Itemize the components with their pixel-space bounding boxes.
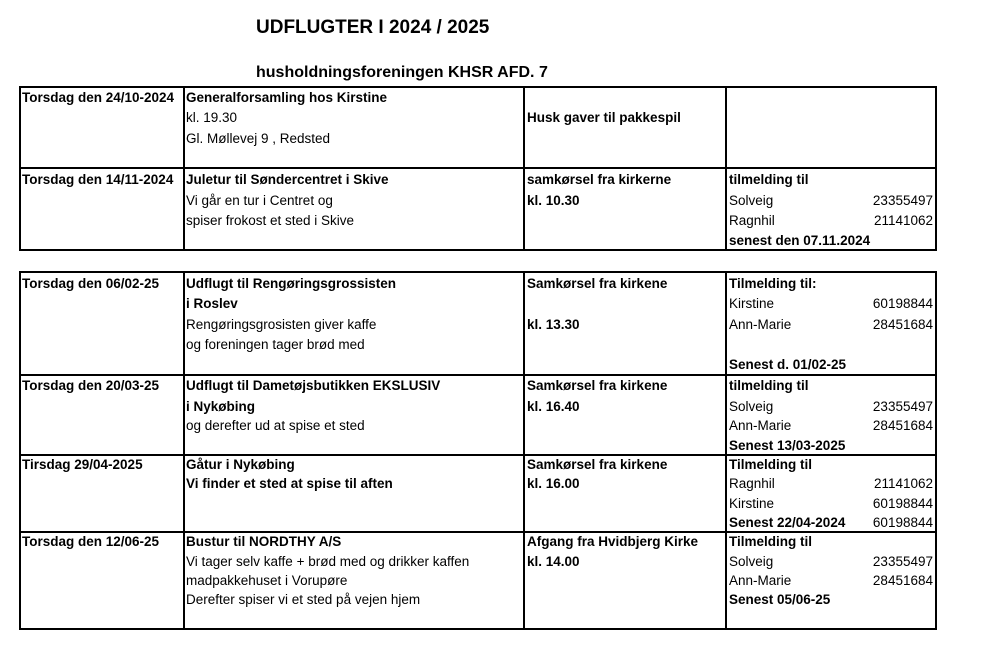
event-date: Torsdag den 14/11-2024 [22, 172, 174, 187]
event-desc-line: Vi tager selv kaffe + brød med og drikker kaffen [186, 554, 470, 569]
event-desc-line: Gl. Møllevej 9 , Redsted [186, 131, 331, 146]
event-date: Torsdag den 24/10-2024 [22, 90, 175, 105]
event-note: Husk gaver til pakkespil [527, 110, 681, 125]
contact-name: Solveig [729, 399, 774, 414]
contact-name: Ann-Marie [729, 317, 792, 332]
page-title: UDFLUGTER I 2024 / 2025 [256, 17, 490, 38]
event-desc-line: Derefter spiser vi et sted på vejen hjem [186, 592, 421, 607]
contact-name: Ann-Marie [729, 418, 792, 433]
event-desc-line: og derefter ud at spise et sted [186, 418, 365, 433]
signup-deadline: Senest 22/04-2024 [729, 515, 846, 530]
event-date: Torsdag den 20/03-25 [22, 378, 160, 393]
transport-info: Samkørsel fra kirkene [527, 378, 668, 393]
contact-phone: 60198844 [872, 296, 933, 311]
transport-info: samkørsel fra kirkerne [527, 172, 672, 187]
event-title-line: i Nykøbing [186, 399, 256, 414]
event-desc-line: Vi går en tur i Centret og [186, 193, 333, 208]
departure-time: kl. 10.30 [527, 193, 580, 208]
contact-name: Ann-Marie [729, 573, 792, 588]
event-title: Udflugt til Dametøjsbutikken EKSLUSIV [186, 378, 441, 393]
signup-label: tilmelding til [729, 172, 809, 187]
page-subtitle: husholdningsforeningen KHSR AFD. 7 [256, 64, 548, 81]
contact-phone: 28451684 [872, 418, 933, 433]
transport-info: Afgang fra Hvidbjerg Kirke [527, 534, 699, 549]
event-desc-line: kl. 19.30 [186, 110, 238, 125]
departure-time: kl. 16.40 [527, 399, 580, 414]
signup-label: Tilmelding til: [729, 276, 817, 291]
signup-label: tilmelding til [729, 378, 809, 393]
event-title: Bustur til NORDTHY A/S [186, 534, 342, 549]
departure-time: kl. 14.00 [527, 554, 580, 569]
event-title: Juletur til Søndercentret i Skive [186, 172, 389, 187]
departure-time: kl. 16.00 [527, 476, 580, 491]
event-desc-line: Vi finder et sted at spise til aften [186, 476, 393, 491]
contact-phone: 23355497 [872, 193, 933, 208]
contact-name: Solveig [729, 193, 774, 208]
event-date: Torsdag den 12/06-25 [22, 534, 160, 549]
contact-name: Ragnhil [729, 213, 775, 228]
contact-phone: 60198844 [872, 515, 933, 530]
contact-name: Ragnhil [729, 476, 775, 491]
departure-time: kl. 13.30 [527, 317, 580, 332]
signup-label: Tilmelding til [729, 534, 813, 549]
transport-info: Samkørsel fra kirkene [527, 457, 668, 472]
event-desc-line: Rengøringsgrosisten giver kaffe [186, 317, 377, 332]
event-title-line: i Roslev [186, 296, 238, 311]
contact-phone: 60198844 [872, 496, 933, 511]
contact-phone: 21141062 [873, 213, 933, 228]
transport-info: Samkørsel fra kirkene [527, 276, 668, 291]
contact-name: Kirstine [729, 296, 775, 311]
event-desc-line: madpakkehuset i Vorupøre [186, 573, 348, 588]
contact-name: Solveig [729, 554, 774, 569]
signup-deadline: senest den 07.11.2024 [729, 233, 871, 248]
contact-phone: 21141062 [873, 476, 933, 491]
contact-phone: 23355497 [872, 554, 933, 569]
signup-label: Tilmelding til [729, 457, 813, 472]
event-date: Torsdag den 06/02-25 [22, 276, 160, 291]
event-desc-line: og foreningen tager brød med [186, 337, 365, 352]
event-desc-line: spiser frokost et sted i Skive [186, 213, 355, 228]
contact-phone: 28451684 [872, 317, 933, 332]
event-date: Tirsdag 29/04-2025 [22, 457, 143, 472]
contact-phone: 23355497 [872, 399, 933, 414]
signup-deadline: Senest d. 01/02-25 [729, 357, 847, 372]
contact-name: Kirstine [729, 496, 775, 511]
signup-deadline: Senest 05/06-25 [729, 592, 831, 607]
signup-deadline: Senest 13/03-2025 [729, 438, 846, 453]
event-title: Udflugt til Rengøringsgrossisten [186, 276, 397, 291]
event-title: Gåtur i Nykøbing [186, 457, 295, 472]
event-title: Generalforsamling hos Kirstine [186, 90, 388, 105]
contact-phone: 28451684 [872, 573, 933, 588]
